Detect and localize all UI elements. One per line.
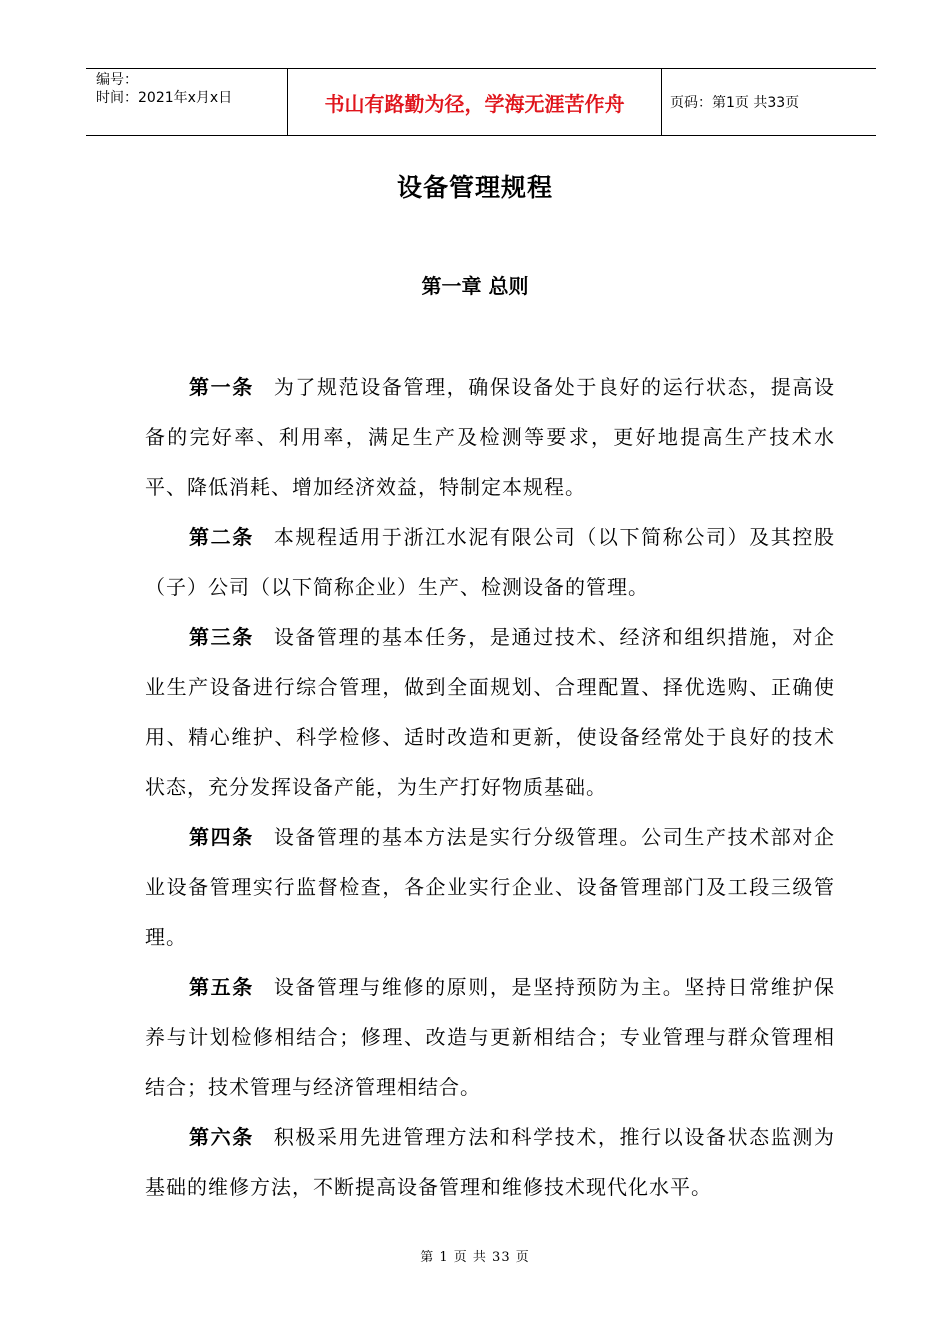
article-4 xyxy=(145,812,835,962)
article-6 xyxy=(145,1112,835,1212)
article-number: 第二条 xyxy=(189,525,254,549)
document-title: 设备管理规程 xyxy=(396,173,553,202)
article-number: 第五条 xyxy=(189,975,254,999)
header-page-cell xyxy=(662,69,876,135)
motto-text: 书山有路勤为径，学海无涯苦作舟 xyxy=(324,91,625,116)
serial-label: 编号： xyxy=(96,72,138,88)
header-meta-cell xyxy=(86,69,288,135)
article-text: 为了规范设备管理，确保设备处于良好的运行状态，提高设备的完好率、利用率，满足生产及检测等要求，更好地提高生产技术水平、降低消耗、增加经济效益，特制定本规程。 xyxy=(145,375,836,499)
article-number: 第一条 xyxy=(189,375,254,399)
article-text: 设备管理与维修的原则，是坚持预防为主。坚持日常维护保养与计划检修相结合；修理、改造与更新相结合；专业管理与群众管理相结合；技术管理与经济管理相结合。 xyxy=(145,975,836,1099)
header-motto-cell xyxy=(288,69,662,135)
article-2 xyxy=(145,512,835,612)
article-5 xyxy=(145,962,835,1112)
article-number: 第六条 xyxy=(189,1125,254,1149)
article-text: 设备管理的基本任务，是通过技术、经济和组织措施，对企业生产设备进行综合管理，做到全面规划、合理配置、择优选购、正确使用、精心维护、科学检修、适时改造和更新，使设备经常处于良好的技术状态，充分发挥设备产能，为生产打好物质基础。 xyxy=(145,625,836,799)
page-label: 页码：第1页 共33页 xyxy=(670,95,800,111)
article-text: 设备管理的基本方法是实行分级管理。公司生产技术部对企业设备管理实行监督检查，各企业实行企业、设备管理部门及工段三级管理。 xyxy=(145,825,836,949)
article-text: 本规程适用于浙江水泥有限公司（以下简称公司）及其控股（子）公司（以下简称企业）生产、检测设备的管理。 xyxy=(145,525,836,599)
article-text: 积极采用先进管理方法和科学技术，推行以设备状态监测为基础的维修方法，不断提高设备管理和维修技术现代化水平。 xyxy=(145,1125,836,1199)
article-1 xyxy=(145,362,835,512)
article-3 xyxy=(145,612,835,812)
chapter-title: 第一章 总则 xyxy=(421,274,529,298)
header-table xyxy=(86,68,876,136)
article-number: 第四条 xyxy=(189,825,254,849)
article-number: 第三条 xyxy=(189,625,254,649)
time-label: 时间：2021年x月x日 xyxy=(96,90,233,106)
document-body xyxy=(145,362,835,1212)
page-footer: 第 1 页 共 33 页 xyxy=(420,1250,530,1265)
